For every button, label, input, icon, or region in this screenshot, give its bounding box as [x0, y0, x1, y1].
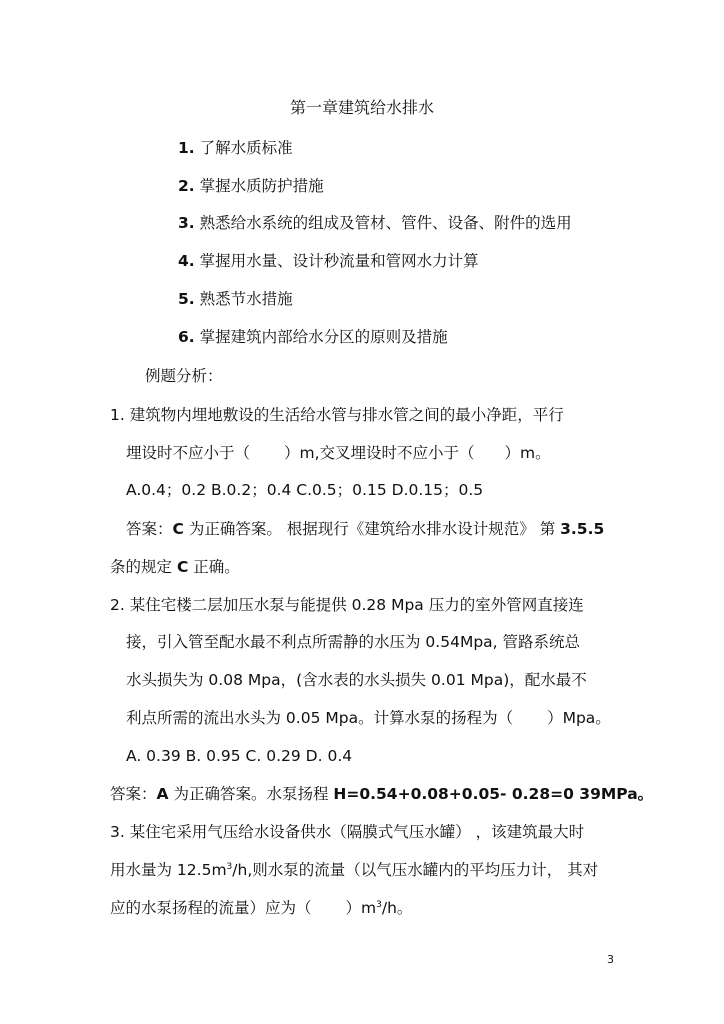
objective-text: 掌握水质防护措施 [199, 177, 324, 195]
q1-text-b: ）m,交叉埋设时不应小于（ [284, 444, 475, 462]
q3-text-b: ）m [345, 899, 377, 917]
objective-num: 2. [178, 177, 195, 195]
q3-text-a: 用水量为 12.5m [110, 861, 227, 879]
answer-text: 为正确答案。水泵扬程 [168, 785, 334, 803]
superscript: 3 [226, 862, 233, 872]
q2-line-2: 接，引入管至配水最不利点所需静的水压为 0.54Mpa, 管路系统总 [126, 633, 581, 651]
objective-5 [178, 289, 293, 309]
q1-line-2 [126, 443, 551, 463]
example-heading: 例题分析： [145, 367, 223, 385]
objective-4 [178, 251, 479, 271]
superscript: 3 [376, 900, 382, 910]
chapter-title: 第一章建筑给水排水 [289, 98, 434, 117]
objective-num: 1. [178, 139, 195, 157]
objective-num: 5. [178, 290, 195, 308]
q2-line-4 [126, 708, 611, 728]
objective-text: 掌握用水量、设计秒流量和管网水力计算 [199, 252, 479, 270]
objective-num: 6. [178, 328, 195, 346]
q3-text-b: /h,则水泵的流量（以气压水罐内的平均压力计， 其对 [232, 861, 599, 879]
q3-line-3 [110, 898, 412, 918]
answer-label: 答案： [110, 785, 157, 803]
q3-text-c: /h。 [381, 899, 413, 917]
answer-text: 为正确答案。 根据现行《建筑给水排水设计规范》 第 [183, 520, 561, 538]
q2-text-a: 利点所需的流出水头为 0.05 Mpa。计算水泵的扬程为（ [126, 709, 514, 727]
q3-line-1: 3. 某住宅采用气压给水设备供水（隔膜式气压水罐） ，该建筑最大时 [110, 823, 585, 841]
q2-options: A. 0.39 B. 0.95 C. 0.29 D. 0.4 [126, 747, 353, 765]
page-number: 3 [607, 953, 614, 966]
q1-answer-line-2 [110, 557, 240, 577]
answer-letter: C [172, 520, 184, 538]
objective-text: 熟悉节水措施 [199, 290, 293, 308]
objective-3 [178, 213, 572, 233]
answer-text: 正确。 [188, 558, 240, 576]
objective-text: 了解水质标准 [199, 139, 293, 157]
q2-text-b: ）Mpa。 [547, 709, 611, 727]
objective-num: 4. [178, 252, 195, 270]
objective-1 [178, 138, 293, 158]
q2-line-3: 水头损失为 0.08 Mpa，(含水表的水头损失 0.01 Mpa)，配水最不 [126, 671, 587, 689]
q1-options: A.0.4；0.2 B.0.2；0.4 C.0.5；0.15 D.0.15；0.5 [126, 481, 484, 499]
q1-answer-line-1 [126, 519, 604, 539]
objective-text: 熟悉给水系统的组成及管材、管件、设备、附件的选用 [199, 214, 572, 232]
objective-num: 3. [178, 214, 195, 232]
q2-answer [110, 784, 653, 804]
answer-formula: H=0.54+0.08+0.05- 0.28=0 39MPa。 [333, 785, 654, 803]
clause-number: 3.5.5 [560, 520, 605, 538]
objective-2 [178, 176, 324, 196]
answer-text: 条的规定 [110, 558, 177, 576]
answer-label: 答案： [126, 520, 173, 538]
q1-text-a: 埋设时不应小于（ [126, 444, 251, 462]
answer-letter: C [176, 558, 189, 576]
objective-text: 掌握建筑内部给水分区的原则及措施 [199, 328, 448, 346]
objective-6 [178, 327, 448, 347]
q3-text-a: 应的水泵扬程的流量）应为（ [110, 899, 312, 917]
q3-line-2 [110, 860, 598, 880]
answer-letter: A [156, 785, 169, 803]
q2-line-1: 2. 某住宅楼二层加压水泵与能提供 0.28 Mpa 压力的室外管网直接连 [110, 596, 584, 614]
q1-line-1: 1. 建筑物内埋地敷设的生活给水管与排水管之间的最小净距，平行 [110, 406, 564, 424]
q1-text-c: ）m。 [504, 444, 551, 462]
